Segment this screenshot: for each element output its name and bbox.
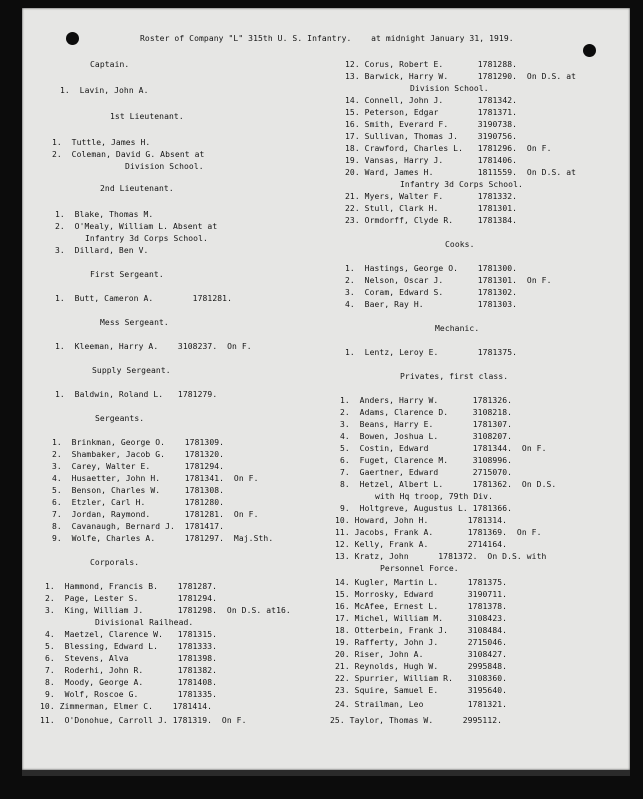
roster-entry: 9. Wolf, Roscoe G. 1781335. — [45, 690, 218, 699]
roster-entry: Personnel Force. — [380, 564, 459, 573]
roster-entry: 3. Beans, Harry E. 1781307. — [340, 420, 513, 429]
section-heading: Supply Sergeant. — [92, 366, 171, 375]
roster-entry: 8. Hetzel, Albert L. 1781362. On D.S. — [340, 480, 557, 489]
roster-entry: Infantry 3d Corps School. — [400, 180, 523, 189]
roster-title: Roster of Company "L" 315th U. S. Infantry. at midnight January 31, 1919. — [140, 34, 514, 43]
section-heading: 1st Lieutenant. — [110, 112, 184, 121]
roster-entry: 2. Shambaker, Jacob G. 1781320. — [52, 450, 225, 459]
roster-entry: 16. McAfee, Ernest L. 1781378. — [335, 602, 508, 611]
roster-entry: 7. Jordan, Raymond. 1781281. On F. — [52, 510, 259, 519]
roster-entry: 19. Vansas, Harry J. 1781406. — [345, 156, 518, 165]
roster-entry: 5. Blessing, Edward L. 1781333. — [45, 642, 218, 651]
roster-entry: 1. Anders, Harry W. 1781326. — [340, 396, 513, 405]
roster-entry: 7. Roderhi, John R. 1781382. — [45, 666, 218, 675]
roster-entry: 1. Kleeman, Harry A. 3108237. On F. — [55, 342, 252, 351]
scan-strip — [22, 770, 630, 776]
roster-entry: 23. Squire, Samuel E. 3195640. — [335, 686, 508, 695]
roster-entry: 15. Peterson, Edgar 1781371. — [345, 108, 518, 117]
roster-entry: 4. Baer, Ray H. 1781303. — [345, 300, 518, 309]
section-heading: Privates, first class. — [400, 372, 509, 381]
section-heading: First Sergeant. — [90, 270, 164, 279]
roster-entry: 2. Page, Lester S. 1781294. — [45, 594, 218, 603]
roster-entry: 6. Stevens, Alva 1781398. — [45, 654, 218, 663]
roster-entry: 19. Rafferty, John J. 2715046. — [335, 638, 508, 647]
roster-entry: 8. Cavanaugh, Bernard J. 1781417. — [52, 522, 225, 531]
roster-entry: 22. Stull, Clark H. 1781301. — [345, 204, 518, 213]
roster-entry: 3. Coram, Edward S. 1781302. — [345, 288, 518, 297]
roster-entry: 20. Ward, James H. 1811559. On D.S. at — [345, 168, 577, 177]
roster-entry: 14. Connell, John J. 1781342. — [345, 96, 518, 105]
section-heading: Mess Sergeant. — [100, 318, 169, 327]
roster-entry: 5. Costin, Edward 1781344. On F. — [340, 444, 547, 453]
roster-entry: 2. Coleman, David G. Absent at — [52, 150, 205, 159]
roster-entry: 24. Strailman, Leo 1781321. — [335, 700, 508, 709]
roster-entry: 13. Barwick, Harry W. 1781290. On D.S. at — [345, 72, 577, 81]
roster-entry: 7. Gaertner, Edward 2715070. — [340, 468, 513, 477]
roster-entry: 16. Smith, Everard F. 3190738. — [345, 120, 518, 129]
roster-entry: 3. Carey, Walter E. 1781294. — [52, 462, 225, 471]
roster-entry: 17. Michel, William M. 3108423. — [335, 614, 508, 623]
roster-entry: Divisional Railhead. — [95, 618, 194, 627]
roster-entry: 2. Adams, Clarence D. 3108218. — [340, 408, 513, 417]
roster-entry: 1. Baldwin, Roland L. 1781279. — [55, 390, 218, 399]
roster-entry: 11. O'Donohue, Carroll J. 1781319. On F. — [40, 716, 247, 725]
roster-entry: 14. Kugler, Martin L. 1781375. — [335, 578, 508, 587]
roster-entry: 4. Bowen, Joshua L. 3108207. — [340, 432, 513, 441]
roster-entry: with Hq troop, 79th Div. — [375, 492, 493, 501]
section-heading: Captain. — [90, 60, 130, 69]
roster-entry: 6. Fuget, Clarence M. 3108996. — [340, 456, 513, 465]
roster-entry: Division School. — [410, 84, 489, 93]
section-heading: Sergeants. — [95, 414, 145, 423]
roster-entry: 18. Otterbein, Frank J. 3108484. — [335, 626, 508, 635]
roster-entry: 1. Lavin, John A. — [60, 86, 149, 95]
punch-hole-right — [583, 44, 596, 57]
section-heading: Cooks. — [445, 240, 475, 249]
roster-entry: 1. Butt, Cameron A. 1781281. — [55, 294, 232, 303]
roster-entry: 2. O'Mealy, William L. Absent at — [55, 222, 218, 231]
roster-entry: 10. Howard, John H. 1781314. — [335, 516, 508, 525]
roster-entry: 9. Wolfe, Charles A. 1781297. Maj.Sth. — [52, 534, 274, 543]
roster-entry: 22. Spurrier, William R. 3108360. — [335, 674, 508, 683]
roster-entry: 1. Hastings, George O. 1781300. — [345, 264, 518, 273]
roster-entry: 10. Zimmerman, Elmer C. 1781414. — [40, 702, 213, 711]
roster-entry: 4. Maetzel, Clarence W. 1781315. — [45, 630, 218, 639]
roster-entry: 23. Ormdorff, Clyde R. 1781384. — [345, 216, 518, 225]
roster-entry: 12. Corus, Robert E. 1781288. — [345, 60, 518, 69]
roster-entry: Infantry 3d Corps School. — [85, 234, 208, 243]
roster-entry: 12. Kelly, Frank A. 2714164. — [335, 540, 508, 549]
roster-entry: 25. Taylor, Thomas W. 2995112. — [330, 716, 503, 725]
roster-entry: 9. Holtgreve, Augustus L. 1781366. — [340, 504, 513, 513]
roster-entry: 1. Blake, Thomas M. — [55, 210, 154, 219]
roster-entry: 1. Hammond, Francis B. 1781287. — [45, 582, 218, 591]
section-heading: Corporals. — [90, 558, 140, 567]
roster-entry: 3. King, William J. 1781298. On D.S. at16. — [45, 606, 291, 615]
roster-entry: Division School. — [125, 162, 204, 171]
section-heading: Mechanic. — [435, 324, 480, 333]
roster-entry: 1. Brinkman, George O. 1781309. — [52, 438, 225, 447]
roster-entry: 17. Sullivan, Thomas J. 3190756. — [345, 132, 518, 141]
roster-entry: 18. Crawford, Charles L. 1781296. On F. — [345, 144, 552, 153]
roster-entry: 2. Nelson, Oscar J. 1781301. On F. — [345, 276, 552, 285]
roster-entry: 3. Dillard, Ben V. — [55, 246, 149, 255]
roster-entry: 4. Husaetter, John H. 1781341. On F. — [52, 474, 259, 483]
punch-hole-left — [66, 32, 79, 45]
roster-entry: 8. Moody, George A. 1781408. — [45, 678, 218, 687]
roster-entry: 20. Riser, John A. 3108427. — [335, 650, 508, 659]
roster-entry: 1. Lentz, Leroy E. 1781375. — [345, 348, 518, 357]
roster-entry: 13. Kratz, John 1781372. On D.S. with — [335, 552, 547, 561]
roster-entry: 11. Jacobs, Frank A. 1781369. On F. — [335, 528, 542, 537]
roster-entry: 21. Reynolds, Hugh W. 2995848. — [335, 662, 508, 671]
roster-entry: 6. Etzler, Carl H. 1781280. — [52, 498, 225, 507]
roster-entry: 15. Morrosky, Edward 3190711. — [335, 590, 508, 599]
roster-entry: 1. Tuttle, James H. — [52, 138, 151, 147]
section-heading: 2nd Lieutenant. — [100, 184, 174, 193]
roster-entry: 21. Myers, Walter F. 1781332. — [345, 192, 518, 201]
roster-entry: 5. Benson, Charles W. 1781308. — [52, 486, 225, 495]
